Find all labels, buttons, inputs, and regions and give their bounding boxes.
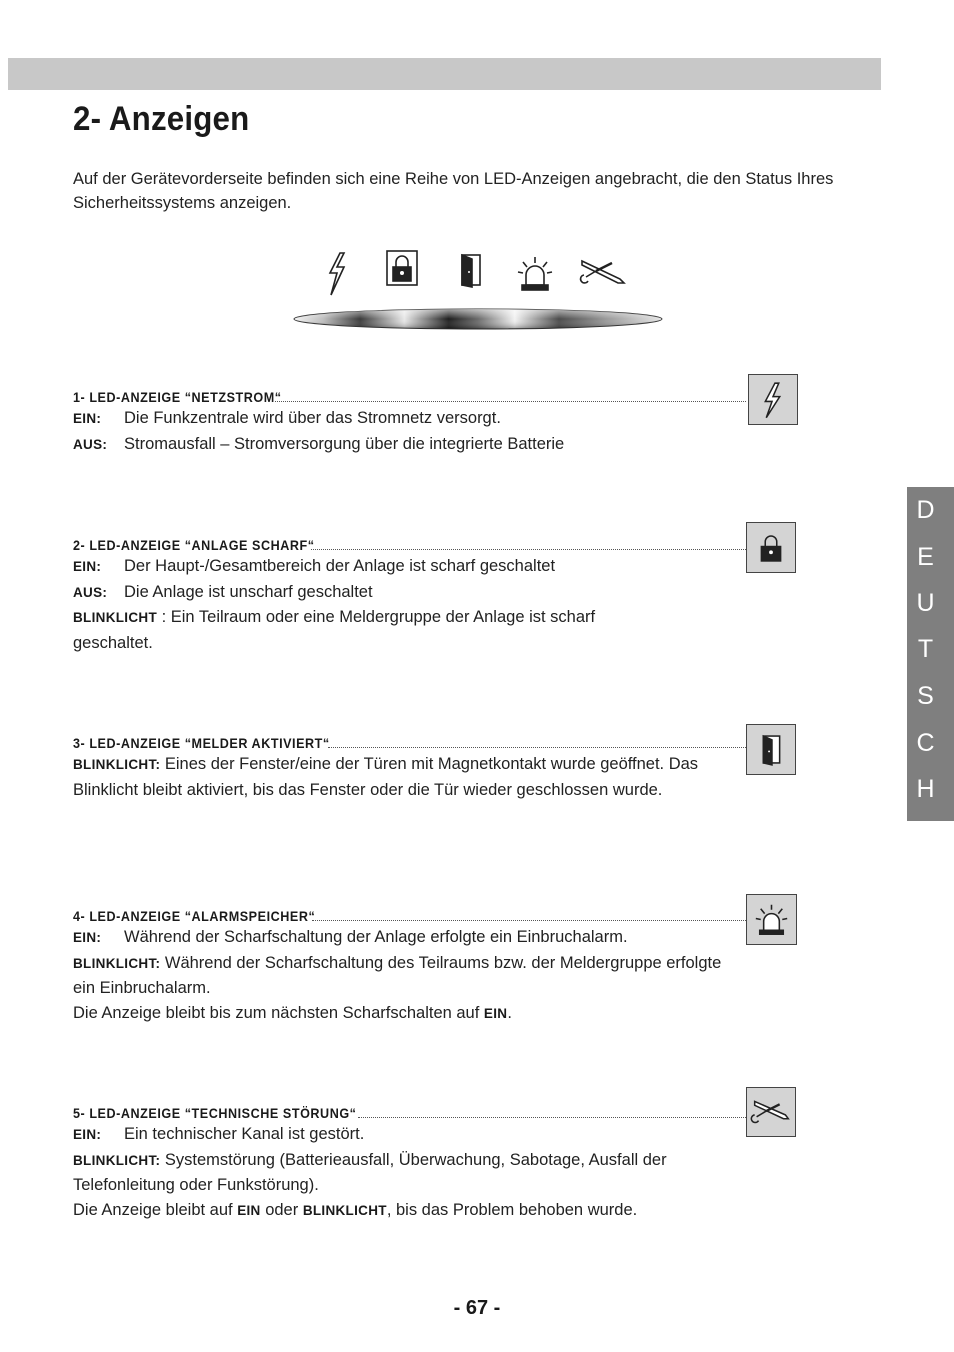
- state-key: EIN:: [73, 411, 102, 426]
- state-key: EIN:: [73, 930, 102, 945]
- state-text: Eines der Fenster/eine der Türen mit Magnetkontakt wurde geöffnet. Das Blinklicht bleibt aktiviert, bis das Fenster oder die Tür wieder geschlossen wurde.: [73, 755, 699, 799]
- padlock-icon: [746, 522, 796, 573]
- intro-paragraph: Auf der Gerätevorderseite befinden sich eine Reihe von LED-Anzeigen angebracht, die den Status Ihres Sicherheitssystems anzeigen.: [73, 170, 834, 212]
- state-line: [73, 432, 733, 458]
- state-text: : Ein Teilraum oder eine Meldergruppe der Anlage ist scharf geschaltet.: [73, 608, 596, 652]
- note-line: [73, 1198, 733, 1224]
- dotted-leader: [328, 747, 746, 748]
- section-title: 1- LED-ANZEIGE “NETZSTROM“: [73, 389, 282, 405]
- panel-door-icon: [462, 255, 480, 287]
- lightning-icon: [748, 374, 798, 425]
- note-key: EIN: [483, 1005, 508, 1021]
- state-line: [73, 1122, 733, 1148]
- state-line: [73, 580, 733, 606]
- state-key: BLINKLICHT: [73, 610, 157, 625]
- state-text: Die Funkzentrale wird über das Stromnetz versorgt.: [124, 409, 501, 427]
- note-key: EIN: [237, 1202, 261, 1218]
- state-key: BLINKLICHT:: [73, 955, 161, 971]
- note-text: .: [507, 1003, 512, 1022]
- state-line: [73, 951, 733, 1001]
- section-netzstrom: [73, 380, 808, 457]
- side-tab-letter: U: [916, 589, 935, 617]
- state-text: Systemstörung (Batterieausfall, Überwachung, Sabotage, Ausfall der Telefonleitung oder Funkstörung).: [73, 1150, 667, 1194]
- state-text: Der Haupt-/Gesamtbereich der Anlage ist scharf geschaltet: [124, 557, 556, 575]
- state-text: Während der Scharfschaltung des Teilraums bzw. der Meldergruppe erfolgte ein Einbruchalarm.: [73, 953, 722, 997]
- section-heading: [73, 1096, 746, 1122]
- section-melder-aktiviert: [73, 726, 808, 802]
- dotted-leader: [311, 549, 746, 550]
- section-heading: [73, 528, 746, 554]
- panel-alarm-light-icon: [518, 257, 552, 290]
- state-key: AUS:: [73, 584, 108, 600]
- language-side-tab: [907, 487, 954, 821]
- state-text: Während der Scharfschaltung der Anlage erfolgte ein Einbruchalarm.: [124, 928, 628, 946]
- side-tab-letter: T: [917, 635, 934, 663]
- section-title: 2- LED-ANZEIGE “ANLAGE SCHARF“: [73, 537, 315, 553]
- state-text: Stromausfall – Stromversorgung über die integrierte Batterie: [124, 434, 565, 453]
- state-key: EIN:: [73, 559, 102, 574]
- section-title: 3- LED-ANZEIGE “MELDER AKTIVIERT“: [73, 735, 330, 751]
- state-line: [73, 406, 733, 432]
- section-title: 4- LED-ANZEIGE “ALARMSPEICHER“: [73, 908, 316, 924]
- section-anlage-scharf: [73, 528, 808, 655]
- side-tab-letter: S: [917, 682, 934, 710]
- page-title: 2- Anzeigen: [73, 100, 250, 138]
- side-tab-letter: E: [917, 543, 934, 571]
- side-tab-letter: H: [916, 775, 935, 803]
- note-line: [73, 1001, 733, 1027]
- state-line: [73, 1148, 733, 1198]
- note-text: oder: [260, 1200, 303, 1219]
- state-key: BLINKLICHT:: [73, 1152, 161, 1168]
- section-heading: [73, 899, 746, 925]
- note-key: BLINKLICHT: [302, 1202, 387, 1218]
- section-title: 5- LED-ANZEIGE “TECHNISCHE STÖRUNG“: [73, 1105, 357, 1121]
- state-line: [73, 752, 733, 802]
- alarm-light-icon: [746, 894, 797, 945]
- state-text: Ein technischer Kanal ist gestört.: [124, 1125, 365, 1143]
- note-text: , bis das Problem behoben wurde.: [386, 1200, 638, 1219]
- side-tab-letter: D: [916, 496, 935, 524]
- note-text: Die Anzeige bleibt bis zum nächsten Scharfschalten auf: [73, 1003, 484, 1022]
- panel-padlock-icon: [387, 251, 417, 285]
- section-technische-stoerung: [73, 1096, 808, 1223]
- panel-tools-icon: [581, 261, 624, 283]
- state-key: EIN:: [73, 1127, 102, 1142]
- state-line: [73, 605, 673, 655]
- state-key: BLINKLICHT:: [73, 757, 161, 772]
- dotted-leader: [358, 1117, 746, 1118]
- section-heading: [73, 380, 746, 406]
- tools-icon: [746, 1087, 796, 1137]
- state-line: [73, 554, 733, 580]
- side-tab-letter: C: [916, 729, 935, 757]
- dotted-leader: [275, 401, 746, 402]
- state-line: [73, 925, 733, 951]
- note-text: Die Anzeige bleibt auf: [73, 1200, 238, 1219]
- panel-lightning-icon: [330, 253, 344, 295]
- section-alarmspeicher: [73, 899, 808, 1026]
- state-text: Die Anlage ist unscharf geschaltet: [124, 582, 373, 601]
- header-bar: [8, 58, 881, 90]
- dotted-leader: [312, 920, 746, 921]
- door-icon: [746, 724, 796, 775]
- state-key: AUS:: [73, 436, 108, 452]
- section-heading: [73, 726, 746, 752]
- led-panel-illustration: [290, 245, 670, 340]
- page-number: - 67 -: [453, 1297, 501, 1319]
